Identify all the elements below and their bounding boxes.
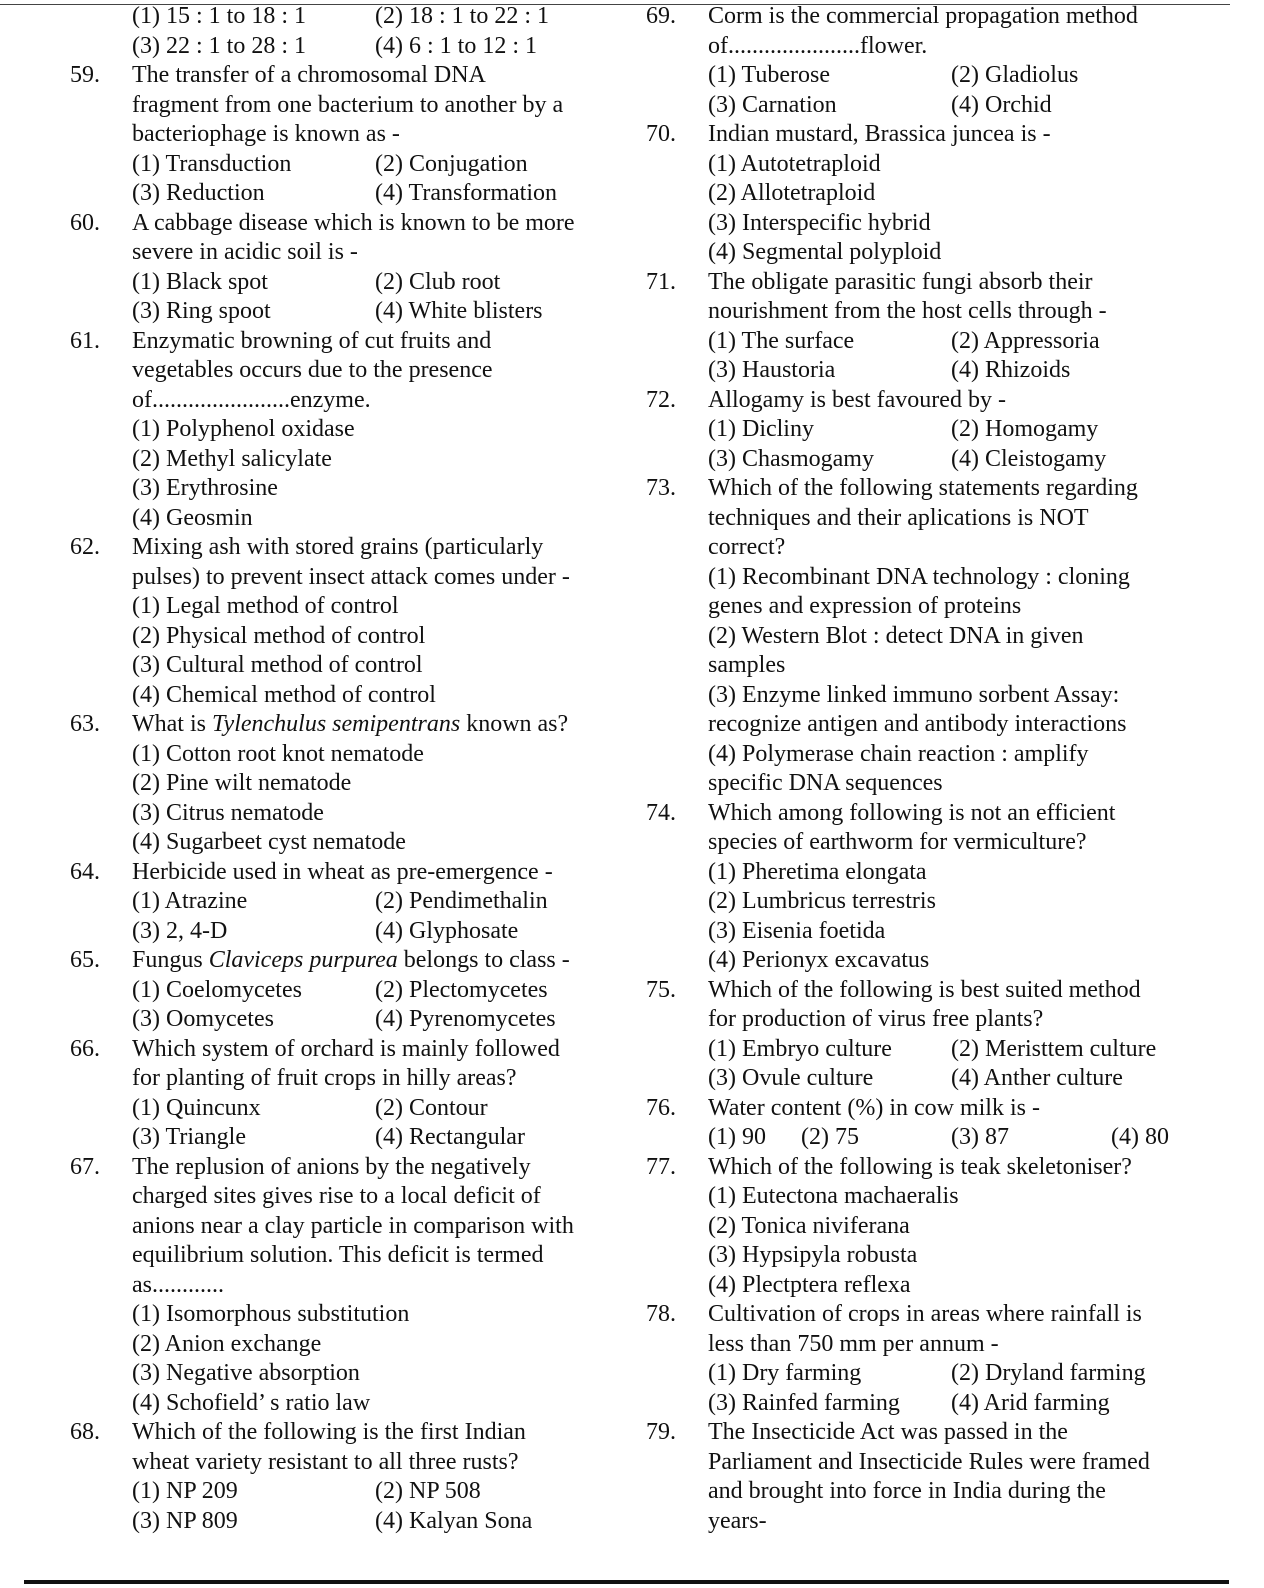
bottom-rule <box>24 1580 1229 1584</box>
q79-text-1: The Insecticide Act was passed in the <box>708 1419 1068 1445</box>
q77-option-4: (4) Plectptera reflexa <box>708 1271 911 1298</box>
q58-option-2: (2) 18 : 1 to 22 : 1 <box>375 3 549 29</box>
q77-option-1: (1) Eutectona machaeralis <box>708 1183 959 1209</box>
q62-option-3-row <box>70 651 630 681</box>
q73-line-3 <box>646 533 1206 563</box>
q73-option-4-cont-row <box>646 769 1206 799</box>
q64-text-1: Herbicide used in wheat as pre-emergence - <box>132 858 553 885</box>
q60-text-2: severe in acidic soil is - <box>132 239 358 265</box>
q63-text-pre: What is <box>132 711 212 737</box>
q62-option-2: (2) Physical method of control <box>132 622 426 649</box>
q73-option-2: (2) Western Blot : detect DNA in given <box>708 622 1084 649</box>
q62-option-4: (4) Chemical method of control <box>132 681 436 708</box>
q73-option-3-cont-row <box>646 710 1206 740</box>
q74-option-4: (4) Perionyx excavatus <box>708 947 930 973</box>
q66-option-1: (1) Quincunx <box>132 1094 261 1121</box>
q77-line-1 <box>646 1153 1206 1183</box>
q74-option-1-row <box>646 858 1206 888</box>
q79-line-1 <box>646 1418 1206 1448</box>
q77-option-4-row <box>646 1271 1206 1301</box>
q79-text-4: years- <box>708 1507 767 1534</box>
q71-option-2: (2) Appressoria <box>951 327 1100 354</box>
q66-number: 66. <box>70 1035 100 1062</box>
q63-option-2: (2) Pine wilt nematode <box>132 770 352 796</box>
q63-species-name: Tylenchulus semipentrans <box>211 711 461 737</box>
q79-line-4 <box>646 1507 1206 1537</box>
q62-option-4-row <box>70 681 630 711</box>
q63-option-1-row <box>70 740 630 770</box>
q63-line-1 <box>70 710 630 740</box>
q67-text-1: The replusion of anions by the negatively <box>132 1153 531 1180</box>
q75-options-row-1 <box>646 1035 1206 1065</box>
q76-option-4: (4) 80 <box>1111 1124 1169 1150</box>
q74-line-1 <box>646 799 1206 829</box>
q62-option-1: (1) Legal method of control <box>132 593 399 619</box>
q73-option-4: (4) Polymerase chain reaction : amplify <box>708 740 1089 767</box>
q62-number: 62. <box>70 534 100 560</box>
q66-line-2 <box>70 1064 630 1094</box>
q72-number: 72. <box>646 386 676 413</box>
q76-line-1 <box>646 1094 1206 1124</box>
q65-species-name: Claviceps purpurea <box>208 947 398 973</box>
q73-option-3-row <box>646 681 1206 711</box>
q59-number: 59. <box>70 62 100 88</box>
q59-options-row-2 <box>70 179 630 209</box>
q63-option-4: (4) Sugarbeet cyst nematode <box>132 829 406 855</box>
q65-options-row-2 <box>70 1005 630 1035</box>
q73-number: 73. <box>646 475 676 501</box>
q63-option-3-row <box>70 799 630 829</box>
q67-text-5: as............ <box>132 1271 224 1298</box>
q71-option-3: (3) Haustoria <box>708 357 836 383</box>
q60-line-1 <box>70 209 630 239</box>
right-column <box>646 2 1206 1536</box>
q68-option-4: (4) Kalyan Sona <box>375 1507 533 1534</box>
q70-option-1: (1) Autotetraploid <box>708 150 881 177</box>
q61-option-2-row <box>70 445 630 475</box>
q72-options-row-2 <box>646 445 1206 475</box>
q59-text-3: bacteriophage is known as - <box>132 121 400 147</box>
q66-option-3: (3) Triangle <box>132 1124 246 1150</box>
q70-option-4-row <box>646 238 1206 268</box>
q67-line-3 <box>70 1212 630 1242</box>
q73-option-4-row <box>646 740 1206 770</box>
q78-text-1: Cultivation of crops in areas where rainfall is <box>708 1301 1142 1327</box>
q73-option-2-cont: samples <box>708 652 786 678</box>
q60-option-3: (3) Ring spoot <box>132 298 271 324</box>
q64-options-row-1 <box>70 887 630 917</box>
q59-options-row-1 <box>70 150 630 180</box>
q67-option-1-row <box>70 1300 630 1330</box>
q79-line-3 <box>646 1477 1206 1507</box>
q74-option-4-row <box>646 946 1206 976</box>
q71-line-2 <box>646 297 1206 327</box>
q68-option-2: (2) NP 508 <box>375 1478 481 1504</box>
q69-line-2 <box>646 32 1206 62</box>
q73-option-1-cont-row <box>646 592 1206 622</box>
q73-text-3: correct? <box>708 534 786 560</box>
q59-line-3 <box>70 120 630 150</box>
q64-line-1 <box>70 858 630 888</box>
q59-line-2 <box>70 91 630 121</box>
q75-option-2: (2) Meristtem culture <box>951 1035 1157 1062</box>
q60-options-row-1 <box>70 268 630 298</box>
q59-option-1: (1) Transduction <box>132 150 292 177</box>
q76-option-2: (2) 75 <box>801 1124 859 1150</box>
q70-line-1 <box>646 120 1206 150</box>
q58-options-row-1 <box>70 2 630 32</box>
q78-option-4: (4) Arid farming <box>951 1389 1110 1416</box>
q62-line-2 <box>70 563 630 593</box>
q70-text-1: Indian mustard, Brassica juncea is - <box>708 121 1051 147</box>
q74-number: 74. <box>646 799 676 826</box>
q72-option-4: (4) Cleistogamy <box>951 445 1107 472</box>
q75-line-2 <box>646 1005 1206 1035</box>
q67-option-3: (3) Negative absorption <box>132 1360 360 1386</box>
q72-option-1: (1) Dicliny <box>708 416 814 442</box>
q78-options-row-1 <box>646 1359 1206 1389</box>
q63-text-1 <box>132 710 568 740</box>
q76-option-3: (3) 87 <box>951 1124 1009 1150</box>
q78-option-1: (1) Dry farming <box>708 1360 862 1386</box>
q73-option-1-cont: genes and expression of proteins <box>708 593 1022 619</box>
q69-option-2: (2) Gladiolus <box>951 62 1079 88</box>
q70-option-2-row <box>646 179 1206 209</box>
q64-options-row-2 <box>70 917 630 947</box>
q73-option-4-cont: specific DNA sequences <box>708 770 943 796</box>
q75-options-row-2 <box>646 1064 1206 1094</box>
q67-number: 67. <box>70 1153 100 1180</box>
q70-number: 70. <box>646 121 676 147</box>
q69-text-1: Corm is the commercial propagation method <box>708 3 1138 29</box>
q69-line-1 <box>646 2 1206 32</box>
q66-text-1: Which system of orchard is mainly followed <box>132 1035 560 1062</box>
q74-option-2-row <box>646 887 1206 917</box>
q67-text-2: charged sites gives rise to a local deficit of <box>132 1183 541 1209</box>
q77-option-1-row <box>646 1182 1206 1212</box>
q65-text-post: belongs to class - <box>397 947 570 973</box>
q78-number: 78. <box>646 1301 676 1327</box>
q68-line-2 <box>70 1448 630 1478</box>
q59-option-2: (2) Conjugation <box>375 150 528 177</box>
q64-option-1: (1) Atrazine <box>132 888 248 914</box>
q73-option-1: (1) Recombinant DNA technology : cloning <box>708 563 1130 590</box>
q72-line-1 <box>646 386 1206 416</box>
q62-option-2-row <box>70 622 630 652</box>
q70-option-2: (2) Allotetraploid <box>708 180 876 206</box>
q67-text-3: anions near a clay particle in comparison with <box>132 1212 574 1239</box>
q60-option-1: (1) Black spot <box>132 268 268 295</box>
q71-options-row-2 <box>646 356 1206 386</box>
q67-option-3-row <box>70 1359 630 1389</box>
q76-option-1: (1) 90 <box>708 1124 766 1150</box>
q63-number: 63. <box>70 711 100 737</box>
q62-option-1-row <box>70 592 630 622</box>
q66-line-1 <box>70 1035 630 1065</box>
q64-option-2: (2) Pendimethalin <box>375 888 548 914</box>
q70-option-3-row <box>646 209 1206 239</box>
q69-text-2: of......................flower. <box>708 32 928 59</box>
q64-number: 64. <box>70 858 100 885</box>
q74-option-1: (1) Pheretima elongata <box>708 858 927 885</box>
q68-option-1: (1) NP 209 <box>132 1478 238 1504</box>
q73-text-2: techniques and their aplications is NOT <box>708 504 1089 531</box>
q79-number: 79. <box>646 1419 676 1445</box>
q65-option-2: (2) Plectomycetes <box>375 976 548 1003</box>
q60-option-2: (2) Club root <box>375 268 501 295</box>
q60-line-2 <box>70 238 630 268</box>
q71-option-4: (4) Rhizoids <box>951 357 1071 383</box>
q72-option-2: (2) Homogamy <box>951 416 1099 442</box>
q61-option-1: (1) Polyphenol oxidase <box>132 416 355 442</box>
q67-option-2-row <box>70 1330 630 1360</box>
q68-number: 68. <box>70 1419 100 1445</box>
q73-option-2-row <box>646 622 1206 652</box>
q78-options-row-2 <box>646 1389 1206 1419</box>
q75-number: 75. <box>646 976 676 1003</box>
q61-text-1: Enzymatic browning of cut fruits and <box>132 327 492 354</box>
q61-option-3: (3) Erythrosine <box>132 475 278 501</box>
q58-option-4: (4) 6 : 1 to 12 : 1 <box>375 32 537 59</box>
q75-text-2: for production of virus free plants? <box>708 1006 1044 1032</box>
q70-option-1-row <box>646 150 1206 180</box>
q78-option-3: (3) Rainfed farming <box>708 1389 900 1416</box>
q61-line-2 <box>70 356 630 386</box>
q65-text-1 <box>132 946 570 976</box>
q58-options-row-2 <box>70 32 630 62</box>
q65-option-4: (4) Pyrenomycetes <box>375 1006 556 1032</box>
q73-line-1 <box>646 474 1206 504</box>
q63-option-2-row <box>70 769 630 799</box>
q73-option-3: (3) Enzyme linked immuno sorbent Assay: <box>708 681 1120 708</box>
q60-option-4: (4) White blisters <box>375 298 543 324</box>
q61-line-1 <box>70 327 630 357</box>
q67-text-4: equilibrium solution. This deficit is termed <box>132 1242 544 1268</box>
q62-text-1: Mixing ash with stored grains (particularly <box>132 534 544 560</box>
q69-option-1: (1) Tuberose <box>708 62 831 88</box>
q66-option-2: (2) Contour <box>375 1094 488 1121</box>
q73-text-1: Which of the following statements regarding <box>708 475 1138 501</box>
q78-option-2: (2) Dryland farming <box>951 1360 1146 1386</box>
q67-option-4: (4) Schofield’ s ratio law <box>132 1389 371 1416</box>
q63-text-post: known as? <box>460 711 569 737</box>
q61-option-2: (2) Methyl salicylate <box>132 445 332 472</box>
q67-line-1 <box>70 1153 630 1183</box>
q62-text-2: pulses) to prevent insect attack comes under - <box>132 563 570 590</box>
q78-line-1 <box>646 1300 1206 1330</box>
q61-option-3-row <box>70 474 630 504</box>
q61-option-4-row <box>70 504 630 534</box>
q60-options-row-2 <box>70 297 630 327</box>
q62-option-3: (3) Cultural method of control <box>132 652 423 678</box>
q68-option-3: (3) NP 809 <box>132 1507 238 1534</box>
q68-options-row-1 <box>70 1477 630 1507</box>
q60-text-1: A cabbage disease which is known to be more <box>132 209 575 236</box>
q61-option-4: (4) Geosmin <box>132 504 253 531</box>
q65-option-1: (1) Coelomycetes <box>132 976 302 1003</box>
q75-option-4: (4) Anther culture <box>951 1065 1123 1091</box>
q71-option-1: (1) The surface <box>708 327 855 354</box>
q65-options-row-1 <box>70 976 630 1006</box>
q59-text-1: The transfer of a chromosomal DNA <box>132 62 486 88</box>
q78-text-2: less than 750 mm per annum - <box>708 1330 999 1357</box>
q66-options-row-1 <box>70 1094 630 1124</box>
q68-line-1 <box>70 1418 630 1448</box>
q74-text-1: Which among following is not an efficient <box>708 799 1116 826</box>
q68-text-2: wheat variety resistant to all three rusts? <box>132 1448 519 1475</box>
q65-text-pre: Fungus <box>132 947 209 973</box>
q73-option-1-row <box>646 563 1206 593</box>
q69-number: 69. <box>646 3 676 29</box>
q74-line-2 <box>646 828 1206 858</box>
q65-line-1 <box>70 946 630 976</box>
q67-option-1: (1) Isomorphous substitution <box>132 1301 410 1327</box>
q62-line-1 <box>70 533 630 563</box>
q68-text-1: Which of the following is the first Indian <box>132 1419 526 1445</box>
q72-options-row-1 <box>646 415 1206 445</box>
q70-option-4: (4) Segmental polyploid <box>708 239 942 265</box>
q69-options-row-1 <box>646 61 1206 91</box>
q67-line-5 <box>70 1271 630 1301</box>
q77-option-3: (3) Hypsipyla robusta <box>708 1242 918 1268</box>
q67-line-2 <box>70 1182 630 1212</box>
q65-option-3: (3) Oomycetes <box>132 1006 274 1032</box>
q72-text-1: Allogamy is best favoured by - <box>708 386 1006 413</box>
q71-text-2: nourishment from the host cells through - <box>708 298 1107 324</box>
q61-line-3 <box>70 386 630 416</box>
q79-text-3: and brought into force in India during the <box>708 1478 1106 1504</box>
q73-line-2 <box>646 504 1206 534</box>
q59-line-1 <box>70 61 630 91</box>
q77-number: 77. <box>646 1153 676 1180</box>
q78-line-2 <box>646 1330 1206 1360</box>
q59-option-3: (3) Reduction <box>132 180 265 206</box>
q67-option-2: (2) Anion exchange <box>132 1330 322 1357</box>
q74-text-2: species of earthworm for vermiculture? <box>708 829 1087 855</box>
q75-option-3: (3) Ovule culture <box>708 1065 874 1091</box>
q72-option-3: (3) Chasmogamy <box>708 445 874 472</box>
q74-option-3: (3) Eisenia foetida <box>708 917 886 944</box>
q63-option-1: (1) Cotton root knot nematode <box>132 740 424 767</box>
q60-number: 60. <box>70 209 100 236</box>
q64-option-4: (4) Glyphosate <box>375 917 519 944</box>
q75-text-1: Which of the following is best suited method <box>708 976 1141 1003</box>
q66-options-row-2 <box>70 1123 630 1153</box>
q77-option-2-row <box>646 1212 1206 1242</box>
q77-option-3-row <box>646 1241 1206 1271</box>
q59-text-2: fragment from one bacterium to another by a <box>132 91 564 118</box>
q69-option-3: (3) Carnation <box>708 91 837 118</box>
q61-text-3: of.......................enzyme. <box>132 386 371 413</box>
q75-option-1: (1) Embryo culture <box>708 1035 892 1062</box>
q61-text-2: vegetables occurs due to the presence <box>132 357 493 383</box>
q64-option-3: (3) 2, 4-D <box>132 917 228 944</box>
q69-option-4: (4) Orchid <box>951 91 1052 118</box>
q70-option-3: (3) Interspecific hybrid <box>708 209 931 236</box>
q76-text-1: Water content (%) in cow milk is - <box>708 1094 1040 1121</box>
q74-option-3-row <box>646 917 1206 947</box>
q77-option-2: (2) Tonica niviferana <box>708 1212 910 1239</box>
q67-option-4-row <box>70 1389 630 1419</box>
q79-text-2: Parliament and Insecticide Rules were framed <box>708 1448 1150 1475</box>
q71-text-1: The obligate parasitic fungi absorb their <box>708 268 1093 295</box>
q65-number: 65. <box>70 947 100 973</box>
q74-option-2: (2) Lumbricus terrestris <box>708 888 936 914</box>
q67-line-4 <box>70 1241 630 1271</box>
q58-option-1: (1) 15 : 1 to 18 : 1 <box>132 3 306 29</box>
q77-text-1: Which of the following is teak skeletoniser? <box>708 1153 1132 1180</box>
q63-option-4-row <box>70 828 630 858</box>
q76-number: 76. <box>646 1094 676 1121</box>
q61-number: 61. <box>70 327 100 354</box>
q69-options-row-2 <box>646 91 1206 121</box>
q66-text-2: for planting of fruit crops in hilly areas? <box>132 1065 517 1091</box>
q76-options-row <box>646 1123 1206 1153</box>
q63-option-3: (3) Citrus nematode <box>132 799 324 826</box>
q61-option-1-row <box>70 415 630 445</box>
q71-options-row-1 <box>646 327 1206 357</box>
left-column <box>70 2 630 1536</box>
q71-number: 71. <box>646 268 676 295</box>
q71-line-1 <box>646 268 1206 298</box>
q59-option-4: (4) Transformation <box>375 180 557 206</box>
q68-options-row-2 <box>70 1507 630 1537</box>
q75-line-1 <box>646 976 1206 1006</box>
q58-option-3: (3) 22 : 1 to 28 : 1 <box>132 32 306 59</box>
q73-option-2-cont-row <box>646 651 1206 681</box>
q66-option-4: (4) Rectangular <box>375 1124 525 1150</box>
q79-line-2 <box>646 1448 1206 1478</box>
q73-option-3-cont: recognize antigen and antibody interactions <box>708 711 1127 737</box>
